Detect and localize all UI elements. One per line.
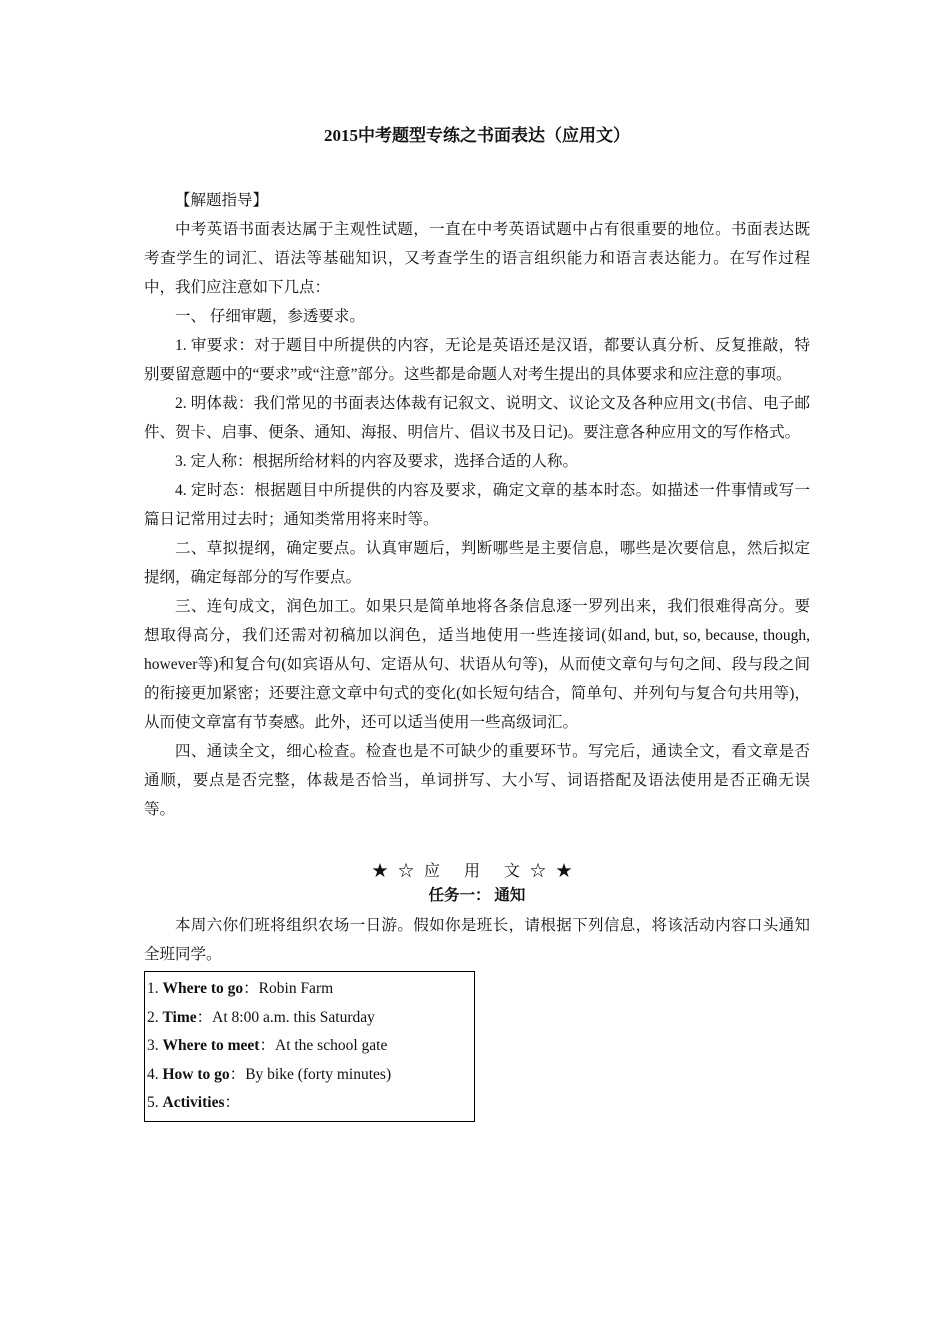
info-item <box>147 1004 474 1033</box>
info-item-value: At the school gate <box>275 1037 388 1054</box>
info-item-label: How to go <box>162 1065 230 1083</box>
paragraph-point-3: 3. 定人称：根据所给材料的内容及要求，选择合适的人称。 <box>175 453 579 470</box>
info-item-number: 3. <box>147 1037 159 1054</box>
info-item-separator: ： <box>243 980 259 997</box>
document-content <box>144 124 810 1122</box>
document-title: 2015中考题型专练之书面表达（应用文） <box>324 126 630 145</box>
info-item <box>147 1089 474 1118</box>
info-item-number: 5. <box>147 1094 159 1111</box>
section-heading: ★☆应 用 文☆★ <box>371 863 582 880</box>
info-box <box>144 971 475 1122</box>
info-item-label: Time <box>162 1008 197 1026</box>
info-item-label: Where to meet <box>162 1037 260 1054</box>
info-item-number: 2. <box>147 1008 159 1026</box>
info-item-number: 1. <box>147 980 159 997</box>
paragraph-step-four: 四、通读全文，细心检查。检查也是不可缺少的重要环节。写完后，通读全文，看文章是否通顺，要点是否完整，体裁是否恰当，单词拼写、大小写、词语搭配及语法使用是否正确无误等。 <box>144 743 810 818</box>
paragraph-step-three: 三、连句成文，润色加工。如果只是简单地将各条信息逐一罗列出来，我们很难得高分。要想取得高分，我们还需对初稿加以润色，适当地使用一些连接词(如and, but, so, because, though, however等)和复合句(如宾语从句、定语从句、状语从句等)，从而使文章句与句之间、段与段之间的衔接更加紧密；还要注意文章中句式的变化(如长短句结合，简单句、并列句与复合句共用等)，从而使文章富有节奏感。此外，还可以适当使用一些高级词汇。 <box>144 598 810 731</box>
info-item-separator: ： <box>196 1008 213 1026</box>
info-item-separator: ： <box>229 1065 246 1083</box>
info-item-value: By bike (forty minutes) <box>245 1065 392 1083</box>
info-item <box>147 975 474 1004</box>
info-item-value: At 8:00 a.m. this Saturday <box>212 1008 375 1026</box>
paragraph-point-2: 2. 明体裁：我们常见的书面表达体裁有记叙文、说明文、议论文及各种应用文(书信、电子邮件、贺卡、启事、便条、通知、海报、明信片、倡议书及日记)。要注意各种应用文的写作格式。 <box>144 395 810 441</box>
paragraph-intro: 中考英语书面表达属于主观性试题，一直在中考英语试题中占有很重要的地位。书面表达既考查学生的词汇、语法等基础知识，又考查学生的语言组织能力和语言表达能力。在写作过程中，我们应注意如下几点： <box>144 221 810 296</box>
info-item-number: 4. <box>147 1065 159 1083</box>
task-prompt: 本周六你们班将组织农场一日游。假如你是班长，请根据下列信息，将该活动内容口头通知全班同学。 <box>144 917 810 963</box>
info-item <box>147 1032 474 1061</box>
paragraph-step-two: 二、草拟提纲，确定要点。认真审题后，判断哪些是主要信息，哪些是次要信息，然后拟定提纲，确定每部分的写作要点。 <box>144 540 810 586</box>
paragraph-point-4: 4. 定时态：根据题目中所提供的内容及要求，确定文章的基本时态。如描述一件事情或写一篇日记常用过去时；通知类常用将来时等。 <box>144 482 810 528</box>
info-item-value: Robin Farm <box>258 980 334 997</box>
info-item-separator: ： <box>259 1037 275 1054</box>
info-item-label: Activities <box>162 1094 225 1111</box>
guide-heading: 【解题指导】 <box>175 192 269 209</box>
info-item-separator: ： <box>224 1094 240 1111</box>
task-heading: 任务一： 通知 <box>428 887 526 904</box>
paragraph-step-one: 一、 仔细审题，参透要求。 <box>175 308 365 325</box>
paragraph-point-1: 1. 审要求：对于题目中所提供的内容，无论是英语还是汉语，都要认真分析、反复推敲，特别要留意题中的“要求”或“注意”部分。这些都是命题人对考生提出的具体要求和应注意的事项。 <box>144 337 810 383</box>
info-item-label: Where to go <box>162 980 244 997</box>
info-item <box>147 1061 474 1090</box>
